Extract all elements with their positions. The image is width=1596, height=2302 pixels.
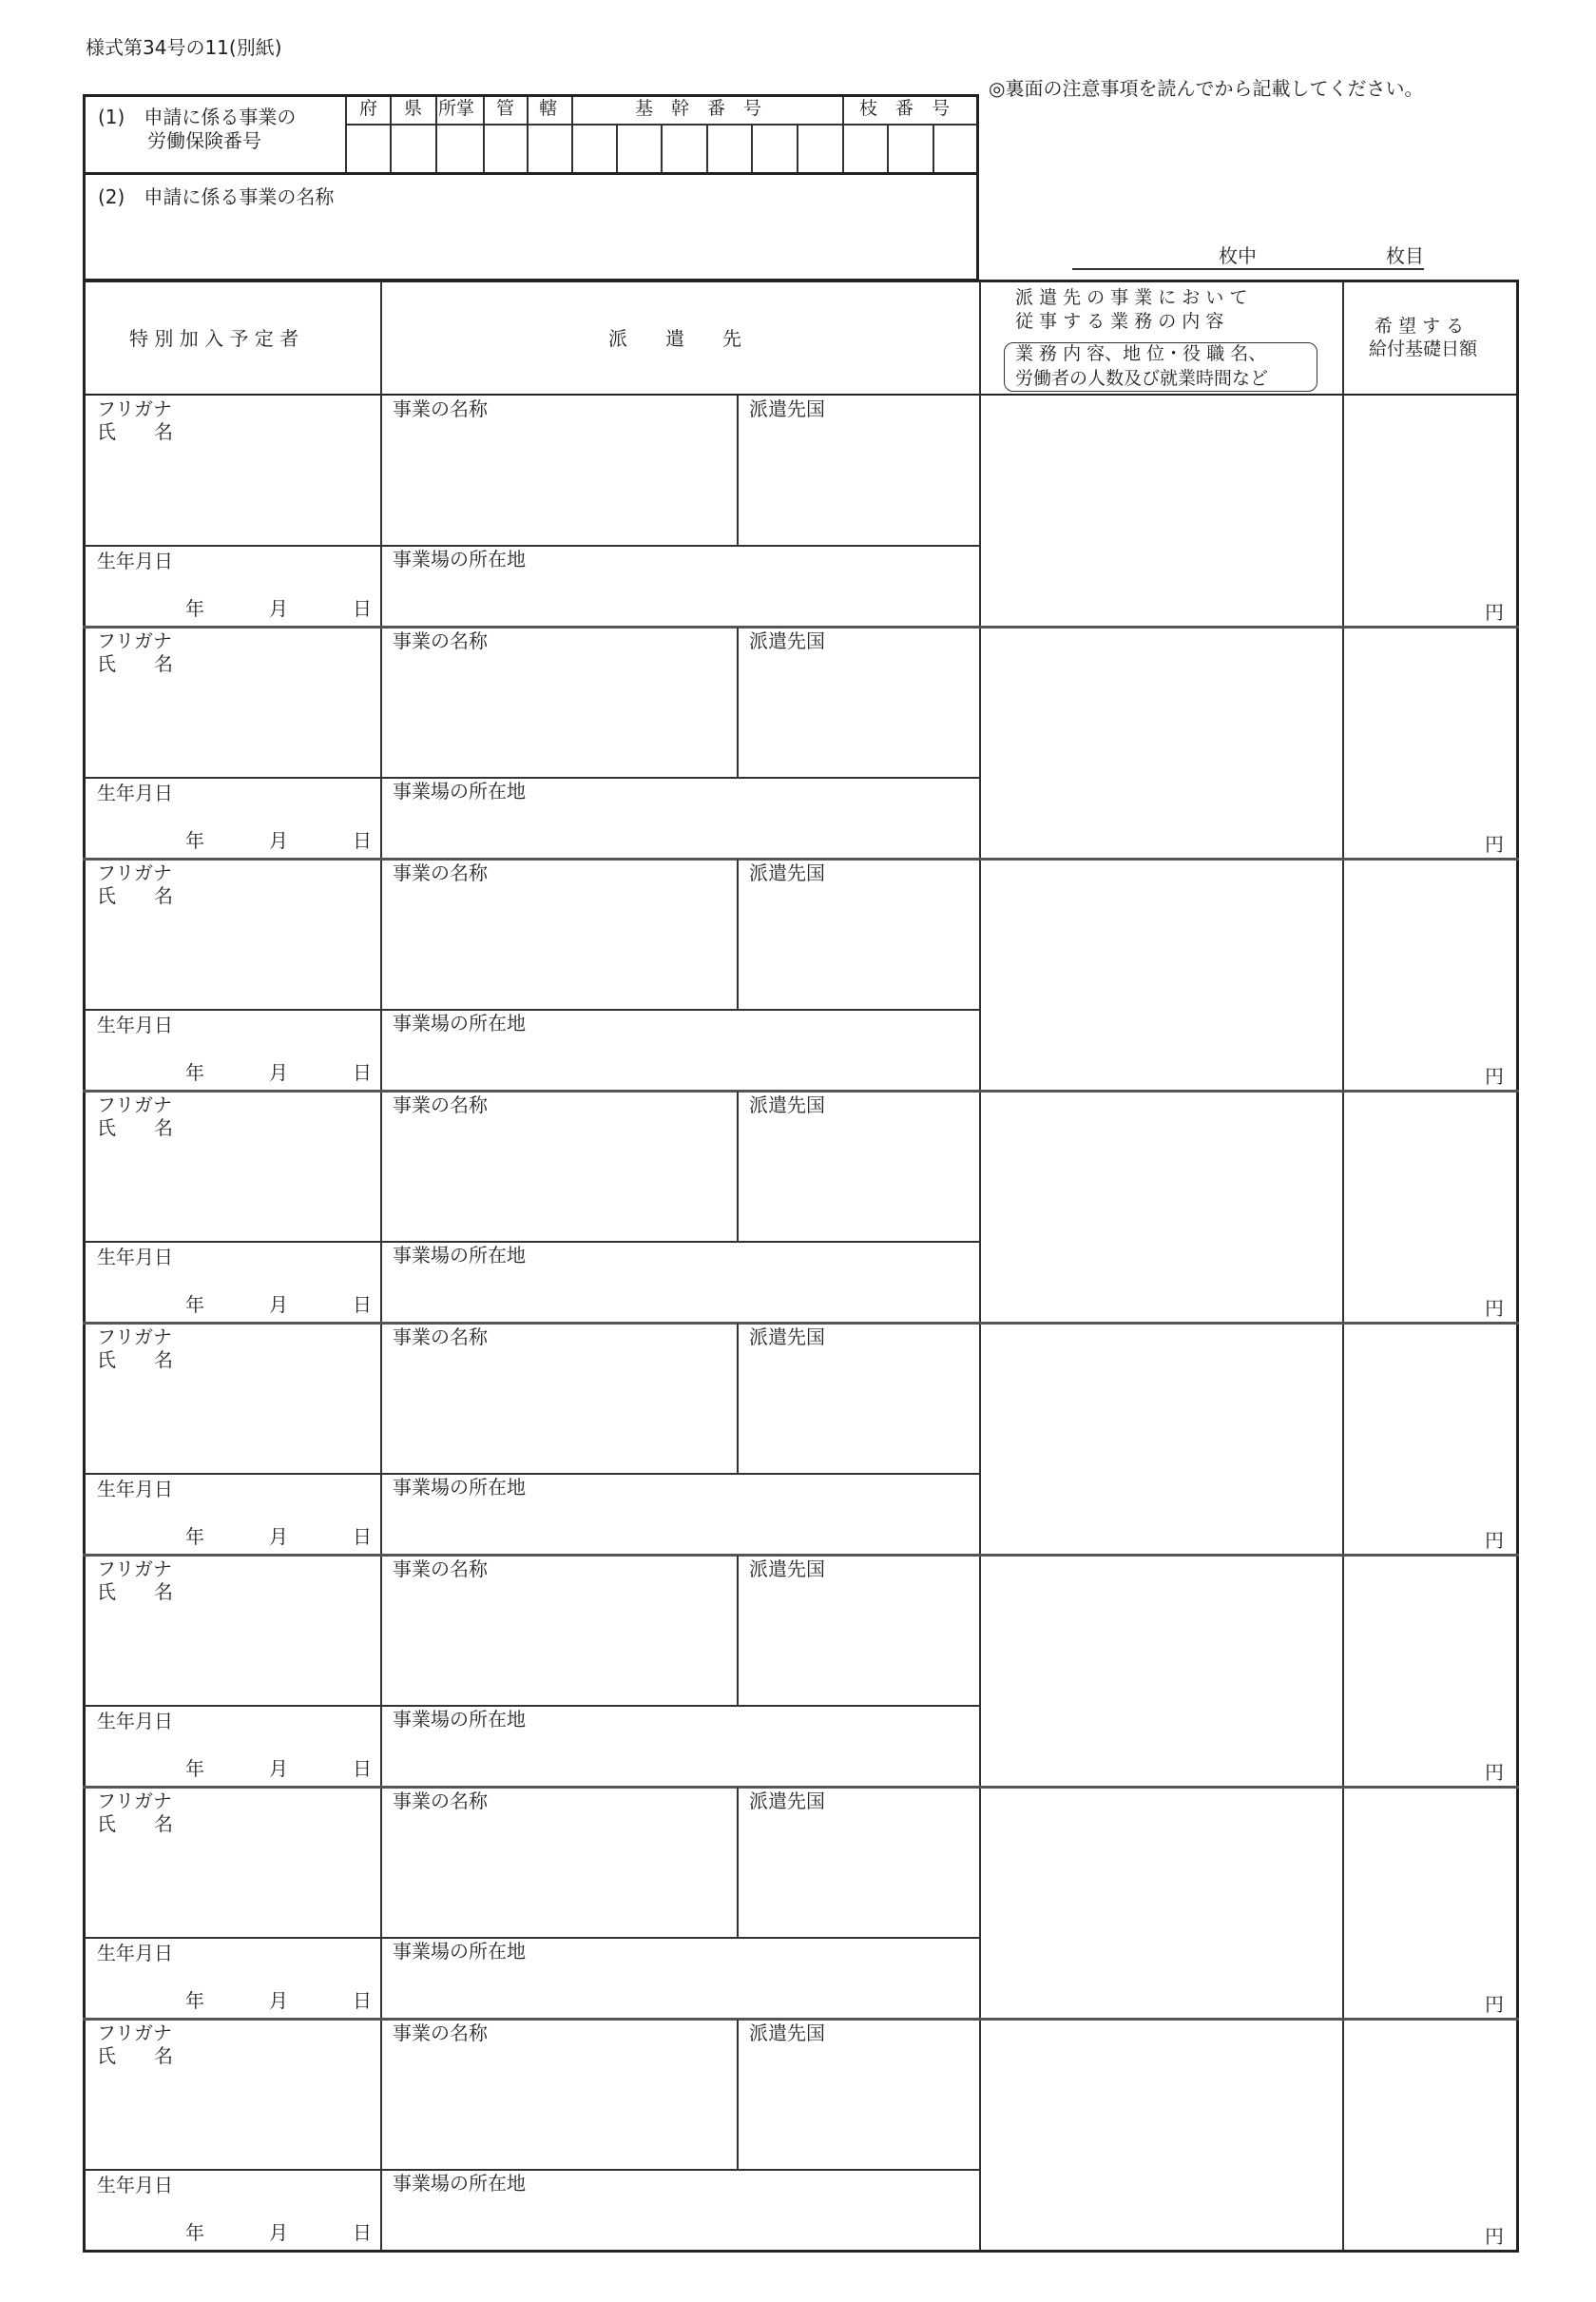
birth-date-label: 生年月日	[97, 1246, 173, 1268]
row-separator	[83, 1090, 1519, 1093]
birth-day-label: 日	[353, 1525, 372, 1548]
country-label: 派遣先国	[749, 1093, 825, 1116]
furigana-label: フリガナ	[97, 861, 172, 884]
main-table	[83, 280, 1519, 2253]
birth-year-label: 年	[185, 1757, 204, 1780]
birth-month-label: 月	[269, 829, 288, 852]
birth-day-label: 日	[353, 1989, 372, 2012]
birth-date-label: 生年月日	[97, 1942, 173, 1964]
yen-unit: 円	[1485, 2225, 1504, 2248]
row-country-divider	[737, 1788, 739, 1937]
row-midline	[85, 777, 979, 779]
business-name-field-label: 事業の名称	[393, 397, 488, 420]
header-duties-2: 従 事 す る 業 務 の 内 容	[1015, 311, 1224, 332]
furigana-label: フリガナ	[97, 1557, 172, 1580]
birth-day-label: 日	[353, 1757, 372, 1780]
birth-day-label: 日	[353, 829, 372, 852]
country-label: 派遣先国	[749, 2022, 825, 2044]
birth-year-label: 年	[185, 1989, 204, 2012]
row-country-divider	[737, 1556, 739, 1705]
birth-month-label: 月	[269, 597, 288, 620]
furigana-label: フリガナ	[97, 1789, 172, 1812]
page-count-underline	[1072, 268, 1424, 270]
row-country-divider	[737, 1324, 739, 1473]
birth-month-label: 月	[269, 1061, 288, 1084]
code-col-kikan-bango: 基 幹 番 号	[635, 98, 762, 119]
birth-year-label: 年	[185, 829, 204, 852]
birth-month-label: 月	[269, 1293, 288, 1316]
code-col-shosho: 所掌	[438, 98, 475, 119]
page-total-label: 枚中	[1219, 244, 1257, 267]
birth-month-label: 月	[269, 1757, 288, 1780]
business-name-field-label: 事業の名称	[393, 861, 488, 884]
location-label: 事業場の所在地	[393, 548, 526, 571]
header-dispatch: 派 遣 先	[608, 327, 741, 350]
business-name-field-label: 事業の名称	[393, 1093, 488, 1116]
code-col-ken: 県	[404, 98, 423, 119]
location-label: 事業場の所在地	[393, 1012, 526, 1035]
location-label: 事業場の所在地	[393, 2172, 526, 2195]
header-duties-4: 労働者の人数及び就業時間など	[1015, 368, 1269, 389]
birth-day-label: 日	[353, 1061, 372, 1084]
birth-date-label: 生年月日	[97, 1014, 173, 1036]
row-separator	[83, 1786, 1519, 1789]
birth-year-label: 年	[185, 1293, 204, 1316]
location-label: 事業場の所在地	[393, 1476, 526, 1499]
row-country-divider	[737, 1092, 739, 1241]
row-country-divider	[737, 628, 739, 777]
code-col-fu: 府	[359, 98, 378, 119]
name-label: 氏 名	[97, 884, 173, 907]
furigana-label: フリガナ	[97, 1093, 172, 1116]
location-label: 事業場の所在地	[393, 780, 526, 803]
yen-unit: 円	[1485, 601, 1504, 624]
business-name-field-label: 事業の名称	[393, 629, 488, 652]
furigana-label: フリガナ	[97, 2022, 172, 2044]
country-label: 派遣先国	[749, 1789, 825, 1812]
business-name-field-label: 事業の名称	[393, 1325, 488, 1348]
header-person: 特 別 加 入 予 定 者	[129, 327, 299, 350]
yen-unit: 円	[1485, 1993, 1504, 2016]
row-midline	[85, 2169, 979, 2171]
code-col-katsu: 轄	[539, 98, 558, 119]
header-benefit-1: 希 望 す る	[1375, 316, 1465, 337]
birth-date-label: 生年月日	[97, 782, 173, 804]
birth-day-label: 日	[353, 1293, 372, 1316]
name-label: 氏 名	[97, 2044, 173, 2067]
birth-date-label: 生年月日	[97, 2174, 173, 2196]
insurance-number-label-2: 労働保険番号	[147, 129, 261, 152]
header-benefit-2: 給付基礎日額	[1369, 339, 1478, 359]
yen-unit: 円	[1485, 1065, 1504, 1088]
country-label: 派遣先国	[749, 861, 825, 884]
header-duties-1: 派 遣 先 の 事 業 に お い て	[1015, 287, 1248, 308]
business-name-field-label: 事業の名称	[393, 1557, 488, 1580]
birth-month-label: 月	[269, 2221, 288, 2244]
country-label: 派遣先国	[749, 1557, 825, 1580]
row-separator	[83, 1554, 1519, 1557]
row-country-divider	[737, 396, 739, 545]
business-name-label: (2) 申請に係る事業の名称	[98, 185, 335, 208]
page-current-label: 枚目	[1386, 244, 1424, 267]
row-midline	[85, 1473, 979, 1475]
header-duties-3: 業 務 内 容、地 位・役 職 名、	[1015, 343, 1267, 364]
country-label: 派遣先国	[749, 397, 825, 420]
name-label: 氏 名	[97, 1812, 173, 1835]
yen-unit: 円	[1485, 1529, 1504, 1552]
name-label: 氏 名	[97, 652, 173, 675]
birth-month-label: 月	[269, 1989, 288, 2012]
notice-text: ◎裏面の注意事項を読んでから記載してください。	[989, 77, 1424, 100]
code-col-kan: 管	[496, 98, 515, 119]
birth-year-label: 年	[185, 2221, 204, 2244]
row-separator	[83, 1322, 1519, 1325]
location-label: 事業場の所在地	[393, 1940, 526, 1963]
row-separator	[83, 2018, 1519, 2021]
row-country-divider	[737, 2020, 739, 2169]
location-label: 事業場の所在地	[393, 1708, 526, 1731]
birth-date-label: 生年月日	[97, 550, 173, 572]
code-col-eda-bango: 枝 番 号	[859, 98, 951, 119]
birth-month-label: 月	[269, 1525, 288, 1548]
name-label: 氏 名	[97, 1348, 173, 1371]
country-label: 派遣先国	[749, 1325, 825, 1348]
birth-day-label: 日	[353, 2221, 372, 2244]
form-id: 様式第34号の11(別紙)	[86, 36, 282, 59]
birth-year-label: 年	[185, 597, 204, 620]
business-name-field-label: 事業の名称	[393, 2022, 488, 2044]
yen-unit: 円	[1485, 833, 1504, 856]
row-separator	[83, 626, 1519, 629]
row-midline	[85, 1705, 979, 1707]
row-separator	[83, 858, 1519, 861]
yen-unit: 円	[1485, 1761, 1504, 1784]
name-label: 氏 名	[97, 1580, 173, 1603]
furigana-label: フリガナ	[97, 1325, 172, 1348]
row-midline	[85, 1937, 979, 1939]
location-label: 事業場の所在地	[393, 1244, 526, 1267]
birth-date-label: 生年月日	[97, 1710, 173, 1732]
yen-unit: 円	[1485, 1297, 1504, 1320]
row-midline	[85, 545, 979, 547]
name-label: 氏 名	[97, 420, 173, 443]
row-country-divider	[737, 860, 739, 1009]
birth-year-label: 年	[185, 1061, 204, 1084]
business-name-field-label: 事業の名称	[393, 1789, 488, 1812]
country-label: 派遣先国	[749, 629, 825, 652]
row-midline	[85, 1241, 979, 1243]
birth-year-label: 年	[185, 1525, 204, 1548]
insurance-number-label: (1) 申請に係る事業の	[98, 106, 297, 128]
furigana-label: フリガナ	[97, 397, 172, 420]
birth-date-label: 生年月日	[97, 1478, 173, 1500]
birth-day-label: 日	[353, 597, 372, 620]
name-label: 氏 名	[97, 1116, 173, 1139]
furigana-label: フリガナ	[97, 629, 172, 652]
row-midline	[85, 1009, 979, 1011]
